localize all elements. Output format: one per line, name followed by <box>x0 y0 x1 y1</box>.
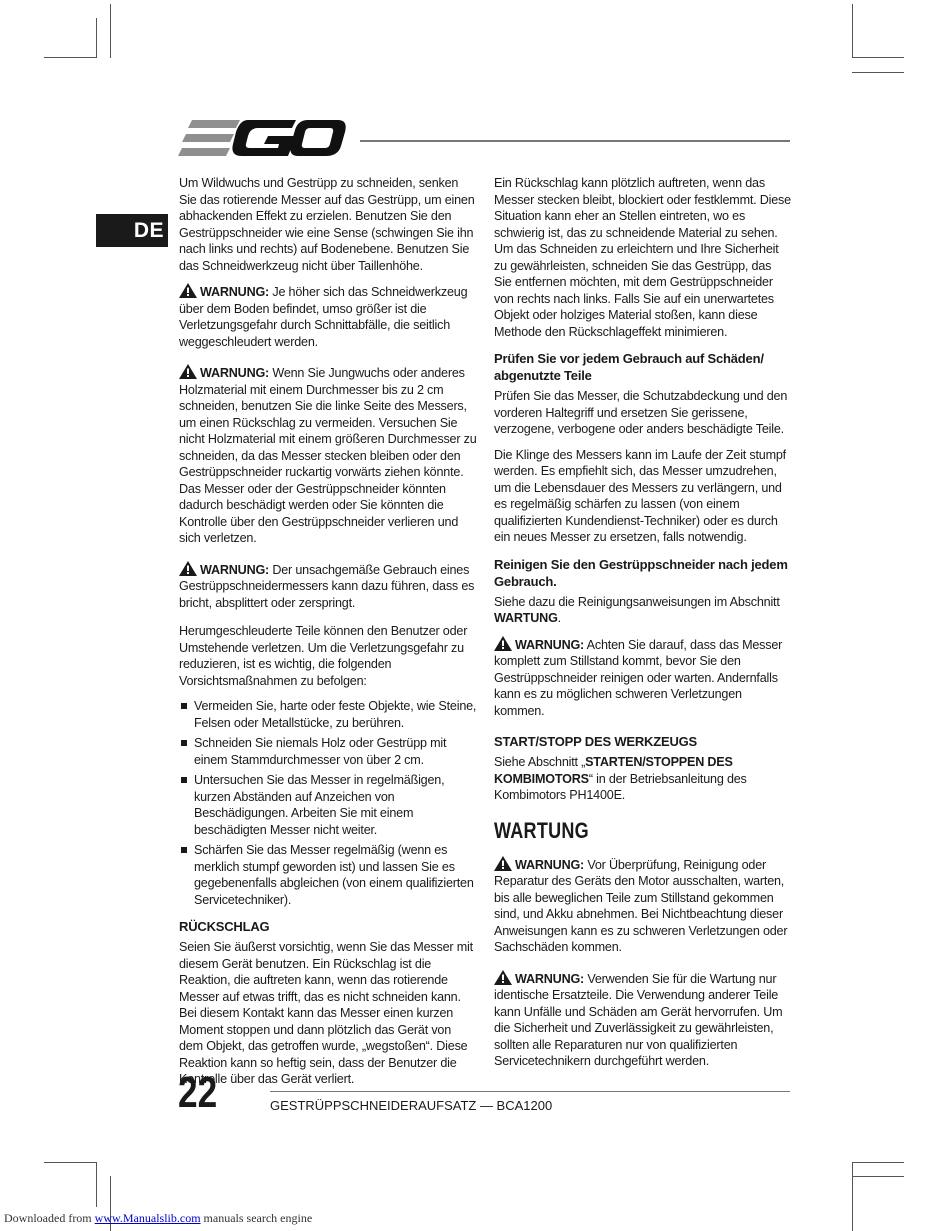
warning-paragraph <box>494 636 792 720</box>
crop-mark <box>852 1162 853 1231</box>
warning-label: WARNUNG: <box>200 285 270 299</box>
warning-paragraph <box>494 856 792 956</box>
download-prefix: Downloaded from <box>4 1211 95 1225</box>
warning-triangle-icon <box>179 364 197 379</box>
download-suffix: manuals search engine <box>200 1211 313 1225</box>
warning-text: Verwenden Sie für die Wartung nur identische Ersatzteile. Die Verwendung anderer Teile kann Unfälle und Schäden am Gerät hervorrufen. Um die Sicherheit und Zuverlässigkeit zu gewährleisten, sollten alle Reparaturen nur von qualifizierten Servicetechnikern durchgeführt werden. <box>494 971 783 1068</box>
warning-text: Achten Sie darauf, dass das Messer komplett zum Stillstand kommt, bevor Sie den Gestrüppschneider reinigen oder warten. Andernfalls kann es zu möglichen schweren Verletzungen kommen. <box>494 637 783 718</box>
warning-label: WARNUNG: <box>515 971 585 986</box>
warning-label: WARNUNG: <box>515 637 585 652</box>
kickback-continued-paragraph: Ein Rückschlag kann plötzlich auftreten, wenn das Messer stecken bleibt, blockiert oder festklemmt. Diese Situation kann eher an Stellen eintreten, wo es schwierig ist, das zu schneidende Material zu sehen. Um das Schneiden zu erleichtern und Ihre Sicherheit zu gewährleisten, schneiden Sie das Gestrüpp, das Sie entfernen möchten, mit dem Gestrüppschneider von rechts nach links. Falls Sie auf ein unerwartetes Objekt oder holziges Material stoßen, kann diese Methode den Rückschlageffekt minimieren. <box>494 176 791 339</box>
start-stop-reference: STARTEN/STOPPEN DES KOMBIMOTORS <box>494 755 733 786</box>
list-item: Vermeiden Sie, harte oder feste Objekte, wie Steine, Felsen oder Metallstücke, zu berühren. <box>179 698 477 731</box>
blade-paragraph: Die Klinge des Messers kann im Laufe der Zeit stumpf werden. Es empfiehlt sich, das Messer umzudrehen, um die Lebensdauer des Messers zu verlängern, und es regelmäßig schärfen zu lassen (von einem qualifizierten Kundendienst-Techniker) oder es durch ein neues Messer zu ersetzen, falls notwendig. <box>494 447 786 544</box>
warning-triangle-icon <box>179 561 197 576</box>
clean-text: Siehe dazu die Reinigungsanweisungen im Abschnitt <box>494 594 780 609</box>
manualslib-link[interactable]: www.Manualslib.com <box>94 1211 201 1225</box>
warning-triangle-icon <box>494 636 512 651</box>
warning-paragraph <box>494 970 792 1070</box>
warning-triangle-icon <box>179 283 197 298</box>
warning-text: Wenn Sie Jungwuchs oder anderes Holzmaterial mit einem Durchmesser bis zu 2 cm schneiden, benutzen Sie die linke Seite des Messers, um einen Rückschlag zu vermeiden. Versuchen Sie nicht Holzmaterial mit einem größeren Durchmesser zu schneiden, da das Messer stecken bleiben oder den Gestrüppschneider ruckartig vorwärts ziehen könnte. Das Messer oder der Gestrüppschneider könnten dadurch beschädigt werden oder Sie könnten die Kontrolle über den Gestrüppschneider verlieren und sich verletzen. <box>179 366 477 545</box>
clean-heading: Reinigen Sie den Gestrüppschneider nach jedem Gebrauch. <box>494 556 788 589</box>
list-item: Schärfen Sie das Messer regelmäßig (wenn es merklich stumpf geworden ist) und lassen Sie es gegebenenfalls abgleichen (von einem qualifizierten Servicetechniker). <box>179 842 477 908</box>
page-number: 22 <box>178 1068 218 1117</box>
warning-label: WARNUNG: <box>515 857 585 872</box>
maintenance-reference: WARTUNG <box>494 611 558 625</box>
header-rule <box>360 140 790 142</box>
footer-title: GESTRÜPPSCHNEIDERAUFSATZ — BCA1200 <box>270 1098 553 1113</box>
inspect-heading: Prüfen Sie vor jedem Gebrauch auf Schäden/ abgenutzte Teile <box>494 351 764 383</box>
clean-text-end: . <box>557 611 561 625</box>
warning-paragraph <box>179 364 477 547</box>
clean-paragraph <box>494 594 792 627</box>
crop-mark <box>852 57 904 58</box>
download-bar <box>4 1211 312 1226</box>
footer-rule <box>270 1091 790 1092</box>
warning-text: Vor Überprüfung, Reinigung oder Reparatur des Geräts den Motor ausschalten, warten, bis alle beweglichen Teile zum Stillstand gekommen sind, und Akku abnehmen. Bei Nichtbeachtung dieser Anweisungen kann es zu schweren Verletzungen oder Sachschäden kommen. <box>494 857 788 954</box>
warning-paragraph <box>179 283 477 350</box>
list-item: Untersuchen Sie das Messer in regelmäßigen, kurzen Abständen auf Anzeichen von Beschädigungen. Arbeiten Sie mit einem beschädigten Messer nicht weiter. <box>179 772 477 838</box>
crop-mark <box>852 1162 904 1163</box>
kickback-paragraph: Seien Sie äußerst vorsichtig, wenn Sie das Messer mit diesem Gerät benutzen. Ein Rückschlag ist die Reaktion, die auftreten kann, wenn das rotierende Messer auf etwas trifft, das es nicht schneiden kann. Bei diesem Kontakt kann das Messer einen kurzen Moment stoppen und dann plötzlich das Gerät von dem Objekt, das getroffen wurde, „wegstoßen“. Diese Reaktion kann so heftig sein, dass der Benutzer die Kontrolle über das Gerät verliert. <box>179 940 473 1086</box>
precautions-intro: Herumgeschleuderte Teile können den Benutzer oder Umstehende verletzen. Um die Verletzungsgefahr zu reduzieren, ist es wichtig, die folgenden Vorsichtsmaßnahmen zu befolgen: <box>179 624 468 688</box>
crop-mark <box>852 4 853 58</box>
start-stop-text: Siehe Abschnitt „ <box>494 755 586 769</box>
crop-mark <box>96 1162 97 1207</box>
warning-text: Je höher sich das Schneidwerkzeug über dem Boden befindet, umso größer ist die Verletzungsgefahr durch Schnittabfälle, die seitlich weggeschleudert werden. <box>179 285 468 349</box>
precautions-list <box>179 698 477 908</box>
list-item: Schneiden Sie niemals Holz oder Gestrüpp mit einem Stammdurchmesser von über 2 cm. <box>179 735 477 768</box>
warning-text: Der unsachgemäße Gebrauch eines Gestrüppschneidermessers kann dazu führen, dass es bricht, absplittert oder zerspringt. <box>179 562 475 610</box>
ego-logo <box>178 118 346 160</box>
warning-triangle-icon <box>494 970 512 985</box>
left-column <box>179 175 477 1097</box>
crop-mark <box>96 18 97 58</box>
start-stop-text-end: “ in der Betriebsanleitung des Kombimotors PH1400E. <box>494 771 747 802</box>
warning-label: WARNUNG: <box>200 562 270 577</box>
crop-mark <box>44 1162 96 1163</box>
warning-paragraph <box>179 561 477 612</box>
start-stop-paragraph <box>494 754 792 804</box>
inspect-paragraph: Prüfen Sie das Messer, die Schutzabdeckung und den vorderen Haltegriff und ersetzen Sie gerissene, verzogene, verbogene oder anders beschädigte Teile. <box>494 389 788 436</box>
kickback-heading: RÜCKSCHLAG <box>179 919 270 934</box>
crop-mark <box>852 1176 904 1177</box>
language-tab: DE <box>96 214 168 247</box>
crop-mark <box>110 4 111 58</box>
maintenance-section-heading: WARTUNG <box>494 817 589 843</box>
intro-paragraph: Um Wildwuchs und Gestrüpp zu schneiden, senken Sie das rotierende Messer auf das Gestrüpp, um einen abhackenden Effekt zu erzielen. Benutzen Sie den Gestrüppschneider wie eine Sense (schwingen Sie ihn nach links und rechts) auf Bodenebene. Benutzen Sie das Schneidwerkzeug nicht über Taillenhöhe. <box>179 176 475 273</box>
crop-mark <box>44 57 96 58</box>
ego-logo-mark <box>178 118 346 160</box>
crop-mark <box>852 72 904 73</box>
warning-triangle-icon <box>494 856 512 871</box>
right-column <box>494 175 792 1079</box>
warning-label: WARNUNG: <box>200 366 270 380</box>
start-stop-heading: START/STOPP DES WERKZEUGS <box>494 734 698 749</box>
